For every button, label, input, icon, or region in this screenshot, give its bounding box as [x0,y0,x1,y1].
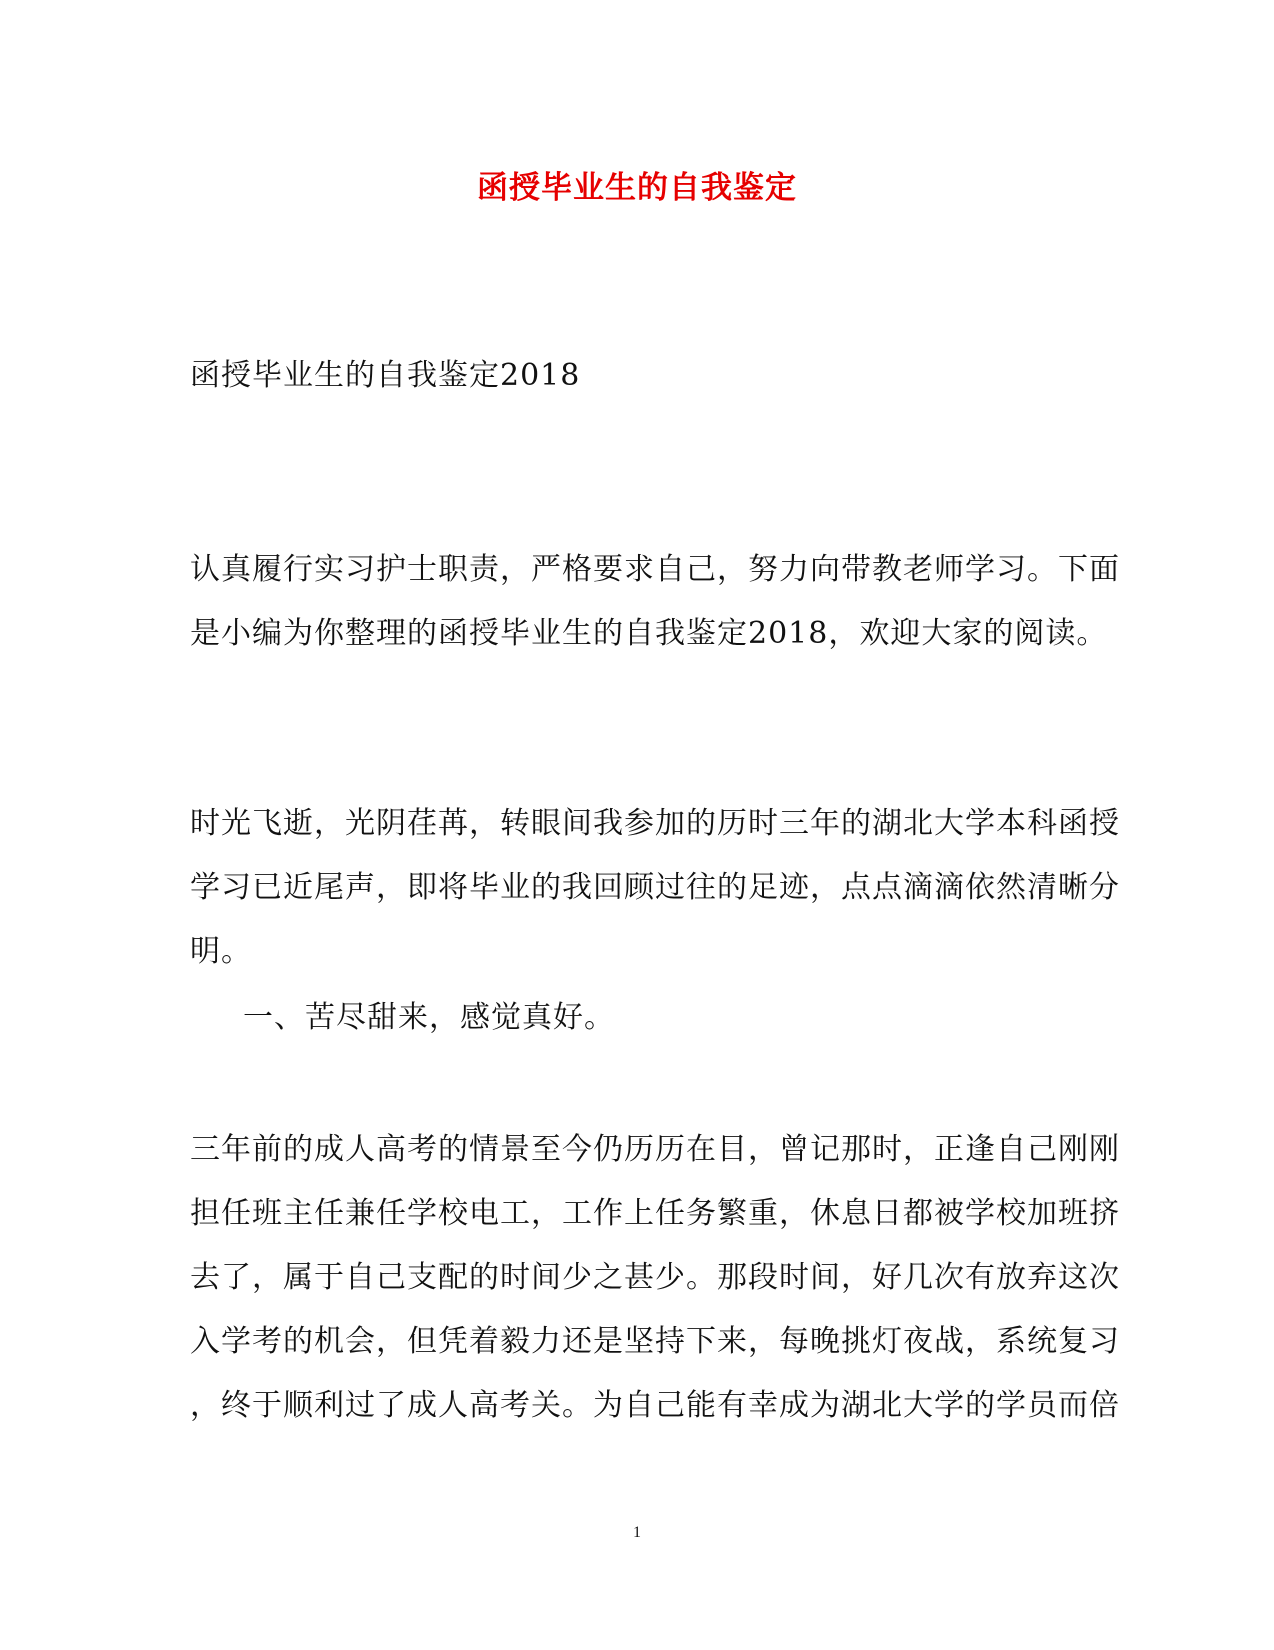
paragraph-line: 时光飞逝，光阴荏苒，转眼间我参加的历时三年的湖北大学本科函授 [190,806,1120,841]
paragraph-line: 明。 [190,934,252,969]
intro-line: 认真履行实习护士职责，严格要求自己，努力向带教老师学习。下面 [190,552,1120,587]
paragraph-line: 学习已近尾声，即将毕业的我回顾过往的足迹，点点滴滴依然清晰分 [190,870,1120,905]
paragraph-2 [190,1118,1120,1438]
paragraph-line: ，终于顺利过了成人高考关。为自己能有幸成为湖北大学的学员而倍 [190,1388,1120,1423]
paragraph-line: 担任班主任兼任学校电工，工作上任务繁重，休息日都被学校加班挤 [190,1196,1120,1231]
paragraph-line: 入学考的机会，但凭着毅力还是坚持下来，每晚挑灯夜战，系统复习 [190,1324,1120,1359]
section-heading-text: 一、苦尽甜来，感觉真好。 [243,1000,615,1035]
intro-line: 是小编为你整理的函授毕业生的自我鉴定2018，欢迎大家的阅读。 [190,616,1108,651]
section-heading-1 [243,986,1133,1050]
document-subtitle [190,344,1080,408]
intro-paragraph [190,538,1120,666]
page-number: 1 [633,1524,641,1541]
subtitle-text: 函授毕业生的自我鉴定2018 [190,358,581,393]
paragraph-1 [190,792,1120,984]
paragraph-line: 去了，属于自己支配的时间少之甚少。那段时间，好几次有放弃这次 [190,1260,1120,1295]
paragraph-line: 三年前的成人高考的情景至今仍历历在目，曾记那时，正逢自己刚刚 [190,1132,1120,1167]
document-title: 函授毕业生的自我鉴定 [477,170,797,206]
